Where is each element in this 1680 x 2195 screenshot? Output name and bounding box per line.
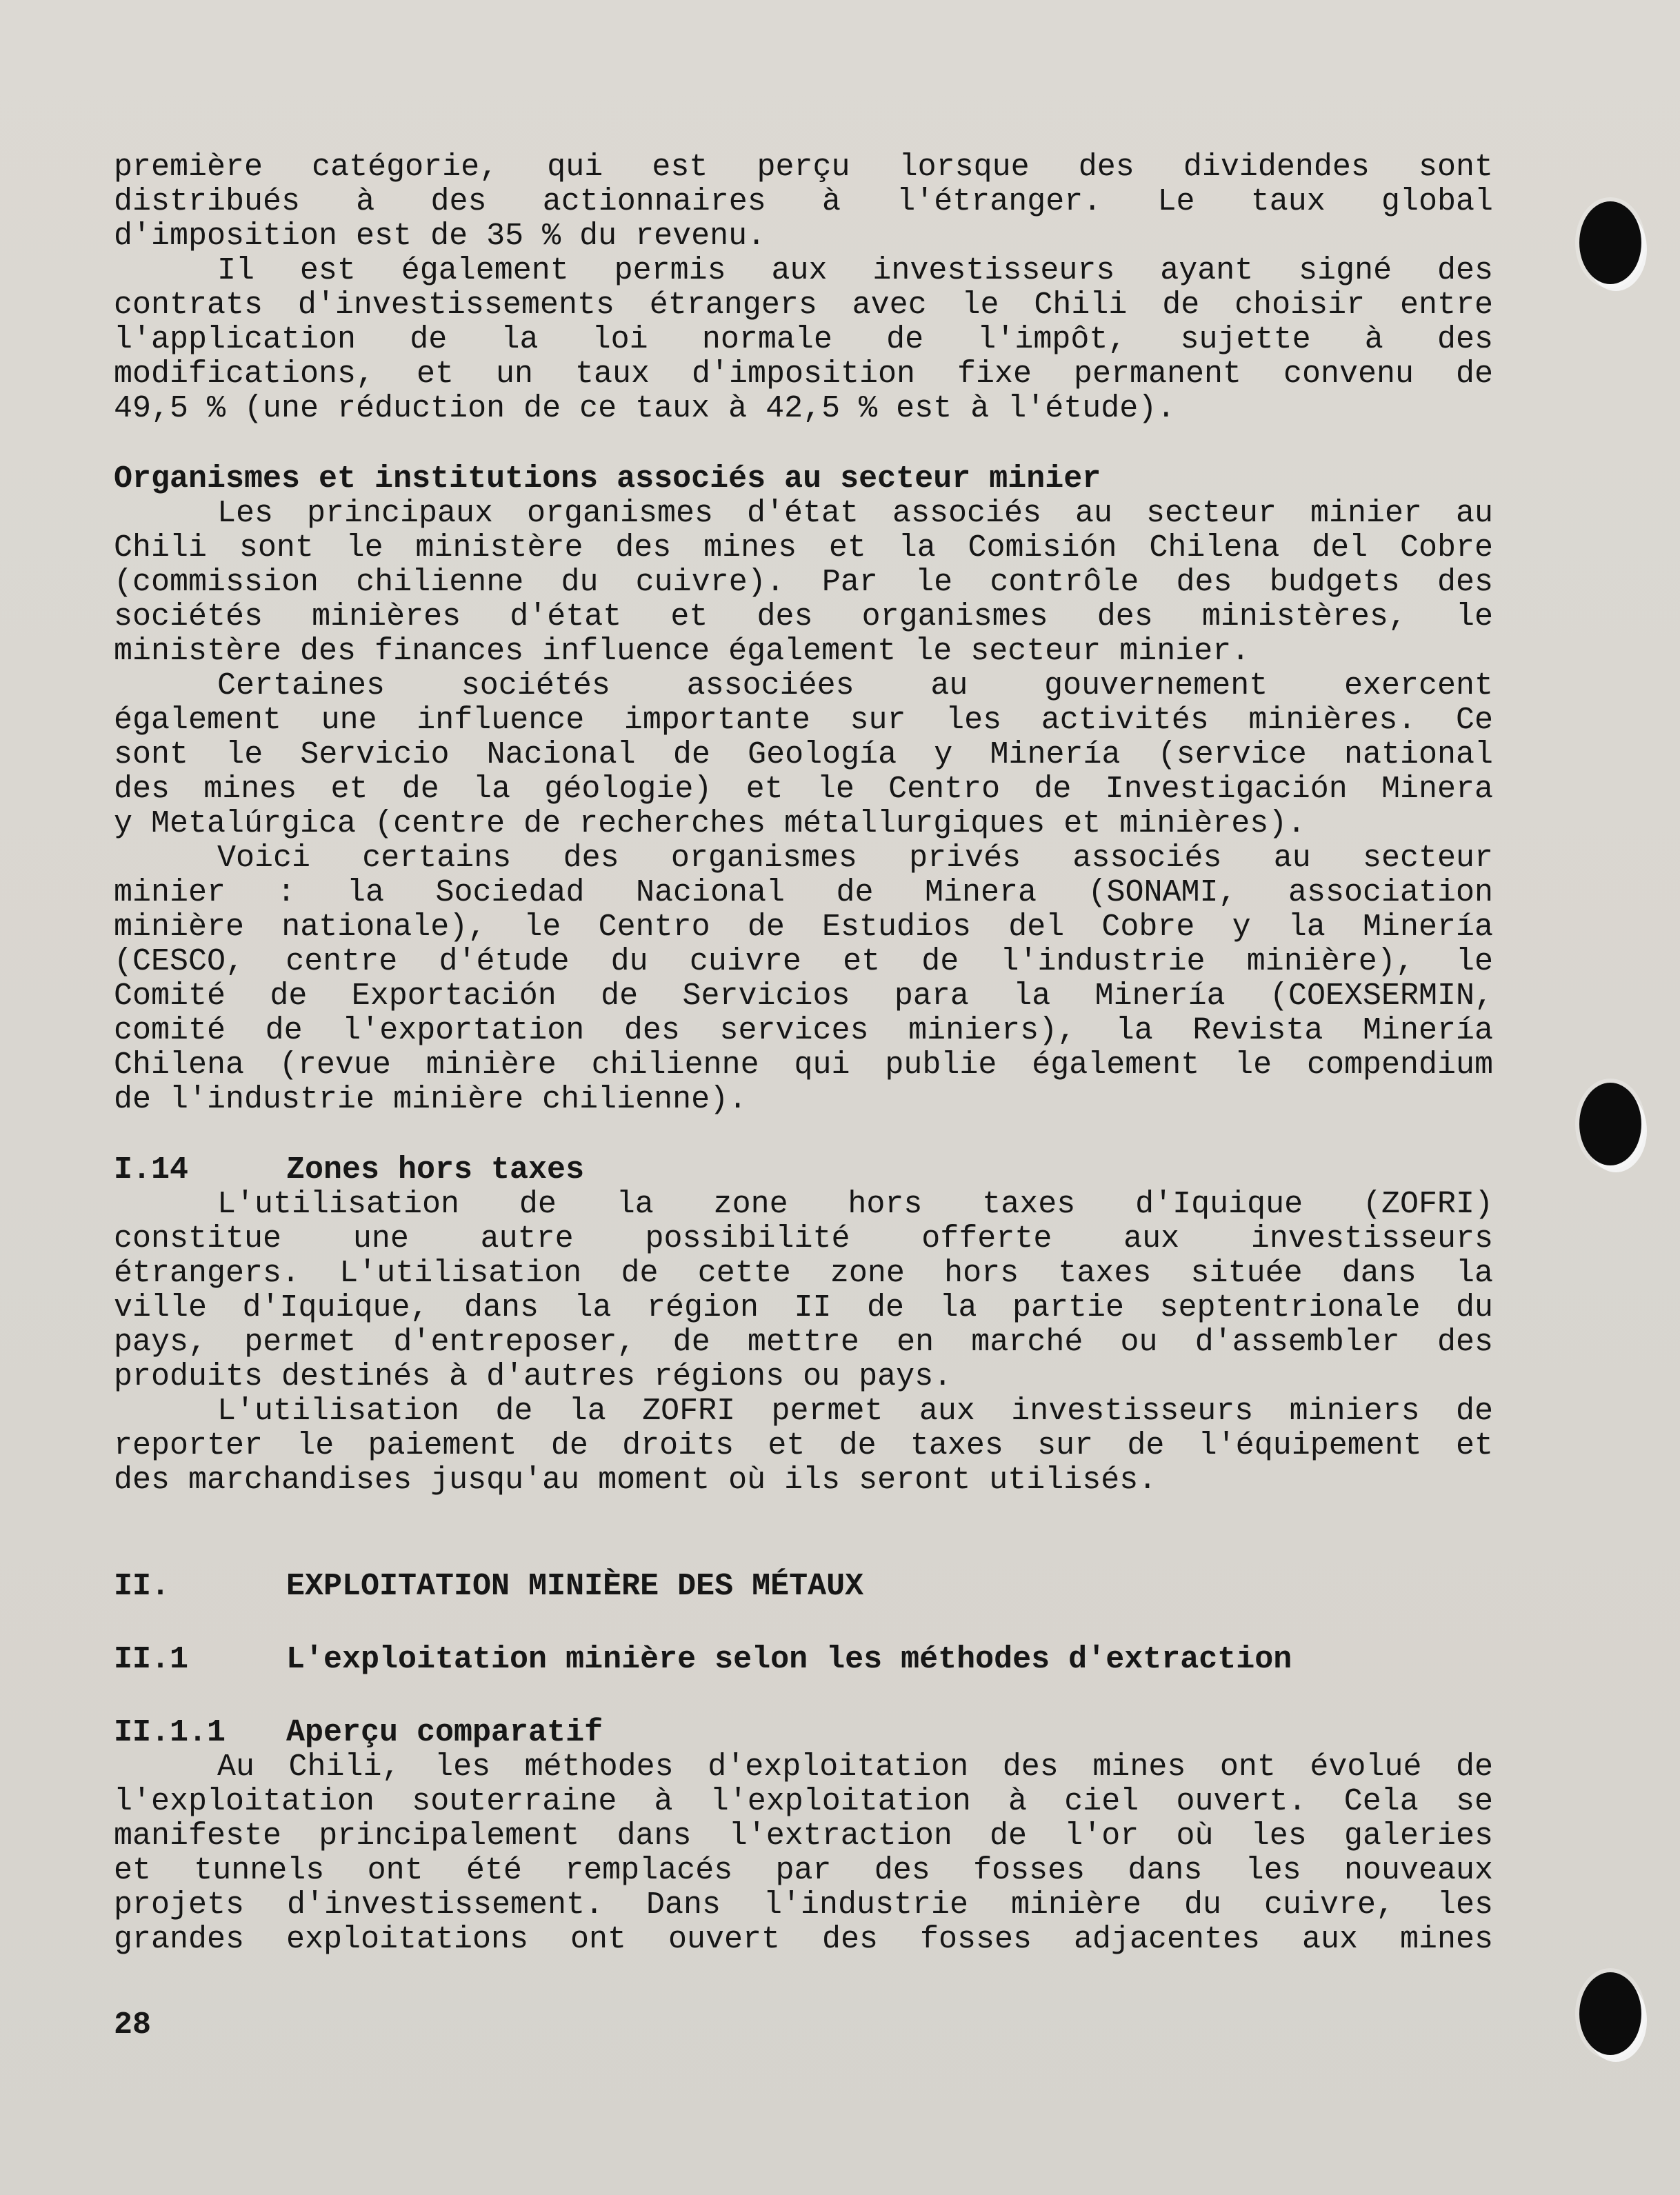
text-line: Au Chili, les méthodes d'exploitation des mines ont évolué de bbox=[217, 1750, 1493, 1785]
section-number: II. bbox=[114, 1569, 170, 1604]
text-line: constitue une autre possibilité offerte aux investisseurs bbox=[114, 1222, 1493, 1256]
section-number: II.1.1 bbox=[114, 1715, 226, 1750]
paragraph-government-companies bbox=[114, 669, 1493, 841]
page-number: 28 bbox=[114, 2007, 152, 2043]
text-line: Comité de Exportación de Servicios para la Minería (COEXSERMIN, bbox=[114, 979, 1493, 1014]
paragraph-zofri bbox=[114, 1187, 1493, 1394]
text-line: Il est également permis aux investisseurs ayant signé des bbox=[217, 254, 1493, 288]
document-body bbox=[114, 150, 1493, 1957]
text-line: pays, permet d'entreposer, de mettre en marché ou d'assembler des bbox=[114, 1325, 1493, 1360]
paragraph-private-organisms bbox=[114, 841, 1493, 1117]
text-line: l'application de la loi normale de l'impôt, sujette à des bbox=[114, 323, 1493, 357]
subsection-heading-overview bbox=[114, 1716, 1493, 1750]
text-line: sociétés minières d'état et des organismes des ministères, le bbox=[114, 600, 1493, 634]
text-line: de l'industrie minière chilienne). bbox=[114, 1083, 748, 1117]
text-line: Certaines sociétés associées au gouvernement exercent bbox=[217, 669, 1493, 703]
text-line: L'utilisation de la ZOFRI permet aux investisseurs miniers de bbox=[217, 1394, 1493, 1429]
text-line: grandes exploitations ont ouvert des fosses adjacentes aux mines bbox=[114, 1923, 1493, 1957]
text-line: étrangers. L'utilisation de cette zone hors taxes située dans la bbox=[114, 1256, 1493, 1291]
punch-hole bbox=[1579, 1083, 1641, 1165]
paragraph-methods-evolution bbox=[114, 1750, 1493, 1957]
text-line: (commission chilienne du cuivre). Par le contrôle des budgets des bbox=[114, 565, 1493, 600]
text-line: minière nationale), le Centro de Estudios del Cobre y la Minería bbox=[114, 910, 1493, 945]
section-title: EXPLOITATION MINIÈRE DES MÉTAUX bbox=[286, 1569, 864, 1604]
text-line: l'exploitation souterraine à l'exploitation à ciel ouvert. Cela se bbox=[114, 1785, 1493, 1819]
text-line: produits destinés à d'autres régions ou pays. bbox=[114, 1360, 952, 1394]
text-line: ville d'Iquique, dans la région II de la partie septentrionale du bbox=[114, 1291, 1493, 1325]
text-line: Voici certains des organismes privés associés au secteur bbox=[217, 841, 1493, 876]
text-line: d'imposition est de 35 % du revenu. bbox=[114, 219, 766, 254]
text-line: projets d'investissement. Dans l'industrie minière du cuivre, les bbox=[114, 1888, 1493, 1923]
text-line: première catégorie, qui est perçu lorsque des dividendes sont bbox=[114, 150, 1493, 185]
text-line: L'utilisation de la zone hors taxes d'Iquique (ZOFRI) bbox=[217, 1187, 1493, 1222]
text-line: des mines et de la géologie) et le Centro de Investigación Minera bbox=[114, 772, 1493, 807]
text-line: minier : la Sociedad Nacional de Minera (SONAMI, association bbox=[114, 876, 1493, 910]
section-number: II.1 bbox=[114, 1642, 189, 1677]
text-line: manifeste principalement dans l'extraction de l'or où les galeries bbox=[114, 1819, 1493, 1854]
text-line: y Metalúrgica (centre de recherches métallurgiques et minières). bbox=[114, 807, 1306, 841]
paragraph-zofri-benefits bbox=[114, 1394, 1493, 1498]
section-heading-zones bbox=[114, 1153, 1493, 1187]
section-number: I.14 bbox=[114, 1152, 189, 1187]
section-title: Zones hors taxes bbox=[286, 1152, 585, 1187]
text-line: sont le Servicio Nacional de Geología y Minería (service national bbox=[114, 738, 1493, 772]
text-line: (CESCO, centre d'étude du cuivre et de l'industrie minière), le bbox=[114, 945, 1493, 979]
text-line: modifications, et un taux d'imposition fixe permanent convenu de bbox=[114, 357, 1493, 392]
text-line: reporter le paiement de droits et de taxes sur de l'équipement et bbox=[114, 1429, 1493, 1463]
section-title: Aperçu comparatif bbox=[286, 1715, 603, 1750]
punch-hole bbox=[1579, 1972, 1641, 2055]
text-line: des marchandises jusqu'au moment où ils seront utilisés. bbox=[114, 1463, 1157, 1498]
punch-hole bbox=[1579, 201, 1641, 284]
text-line: comité de l'exportation des services miniers), la Revista Minería bbox=[114, 1014, 1493, 1048]
paragraph-state-organisms bbox=[114, 497, 1493, 669]
text-line: contrats d'investissements étrangers avec le Chili de choisir entre bbox=[114, 288, 1493, 323]
section-heading-organismes: Organismes et institutions associés au secteur minier bbox=[114, 461, 1101, 497]
text-line: et tunnels ont été remplacés par des fosses dans les nouveaux bbox=[114, 1854, 1493, 1888]
text-line: ministère des finances influence également le secteur minier. bbox=[114, 634, 1250, 669]
chapter-heading-exploitation bbox=[114, 1570, 1493, 1604]
text-line: distribués à des actionnaires à l'étranger. Le taux global bbox=[114, 185, 1493, 219]
text-line: Chili sont le ministère des mines et la Comisión Chilena del Cobre bbox=[114, 531, 1493, 565]
paragraph-fixed-rate bbox=[114, 254, 1493, 426]
text-line: Les principaux organismes d'état associés au secteur minier au bbox=[217, 497, 1493, 531]
text-line: Chilena (revue minière chilienne qui publie également le compendium bbox=[114, 1048, 1493, 1083]
section-title: L'exploitation minière selon les méthodes d'extraction bbox=[286, 1642, 1292, 1677]
section-heading-extraction-methods bbox=[114, 1643, 1493, 1677]
text-line: également une influence importante sur les activités minières. Ce bbox=[114, 703, 1493, 738]
text-line: 49,5 % (une réduction de ce taux à 42,5 % est à l'étude). bbox=[114, 392, 1176, 426]
paragraph-taxation-end bbox=[114, 150, 1493, 254]
